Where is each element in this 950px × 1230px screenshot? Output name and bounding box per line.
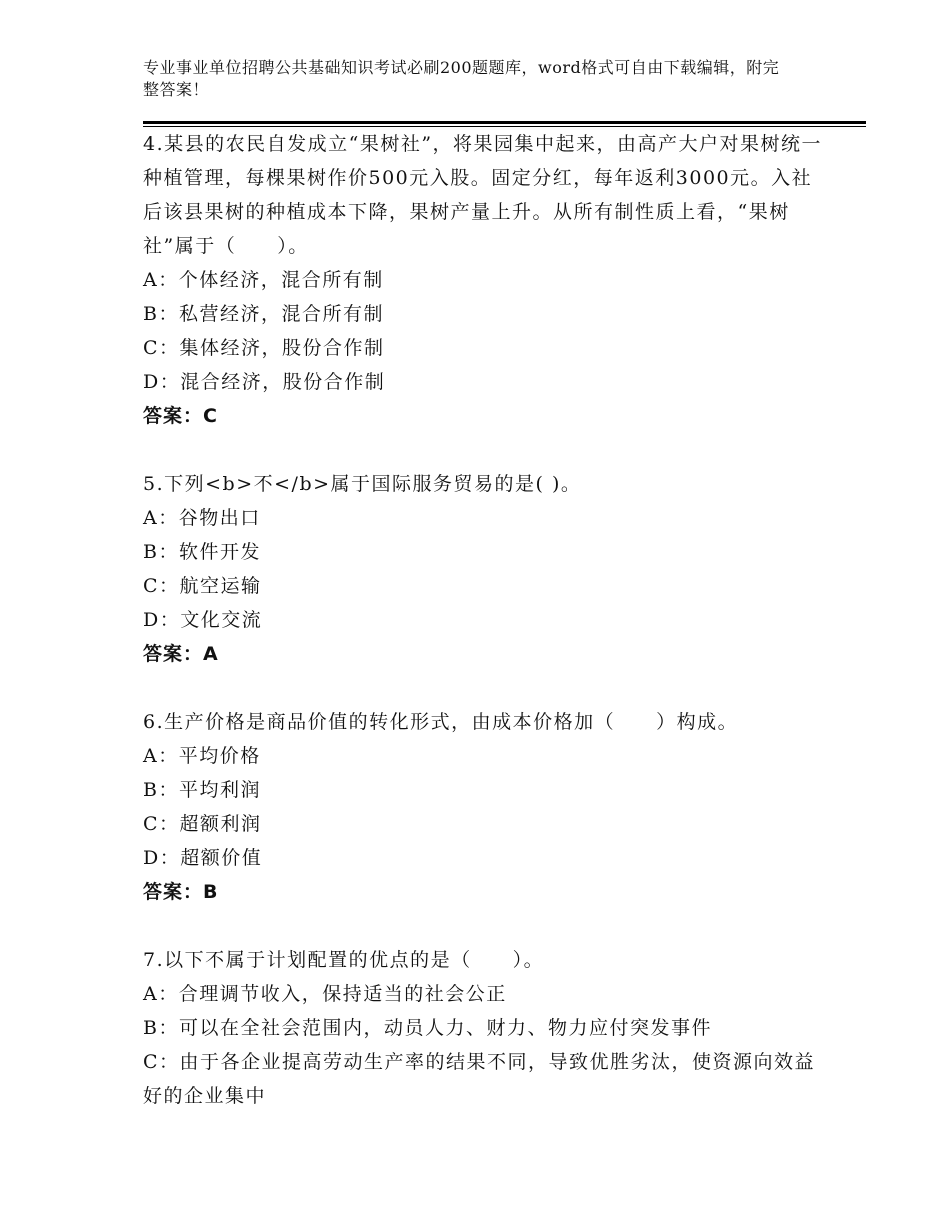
question-stem: 6.生产价格是商品价值的转化形式，由成本价格加（ ）构成。 [143,711,739,733]
answer-line: 答案：C [143,405,218,427]
option-a: A：平均价格 [143,745,261,767]
header-rule-thick [143,121,866,124]
question-7 [143,943,823,1113]
option-c: C：航空运输 [143,575,262,597]
answer-line: 答案：B [143,881,219,903]
option-c: C：超额利润 [143,813,262,835]
answer-line: 答案：A [143,643,219,665]
question-spacer [143,909,823,943]
document-header: 专业事业单位招聘公共基础知识考试必刷200题题库，word格式可自由下载编辑，附完整答案！ [143,58,780,99]
option-d: D：文化交流 [143,609,263,631]
option-b: B：平均利润 [143,779,261,801]
question-stem: 7.以下不属于计划配置的优点的是（ ）。 [143,949,545,971]
option-a: A：谷物出口 [143,507,261,529]
question-stem: 4.某县的农民自发成立“果树社”，将果园集中起来，由高产大户对果树统一种植管理，每棵果树作价500元入股。固定分红，每年返利3000元。入社后该县果树的种植成本下降，果树产量上升。从所有制性质上看，“果树社”属于（ ）。 [143,133,823,257]
question-4 [143,127,823,467]
option-c: C：集体经济，股份合作制 [143,337,385,359]
option-b: B：私营经济，混合所有制 [143,303,384,325]
option-b: B：可以在全社会范围内，动员人力、财力、物力应付突发事件 [143,1017,712,1039]
question-list [143,127,823,1113]
option-c: C：由于各企业提高劳动生产率的结果不同，导致优胜劣汰，使资源向效益好的企业集中 [143,1051,816,1107]
question-stem: 5.下列<b>不</b>属于国际服务贸易的是( )。 [143,473,582,495]
question-6 [143,705,823,943]
question-spacer [143,433,823,467]
question-5 [143,467,823,705]
option-d: D：混合经济，股份合作制 [143,371,386,393]
question-spacer [143,671,823,705]
option-a: A：合理调节收入，保持适当的社会公正 [143,983,507,1005]
option-b: B：软件开发 [143,541,261,563]
option-d: D：超额价值 [143,847,263,869]
option-a: A：个体经济，混合所有制 [143,269,384,291]
